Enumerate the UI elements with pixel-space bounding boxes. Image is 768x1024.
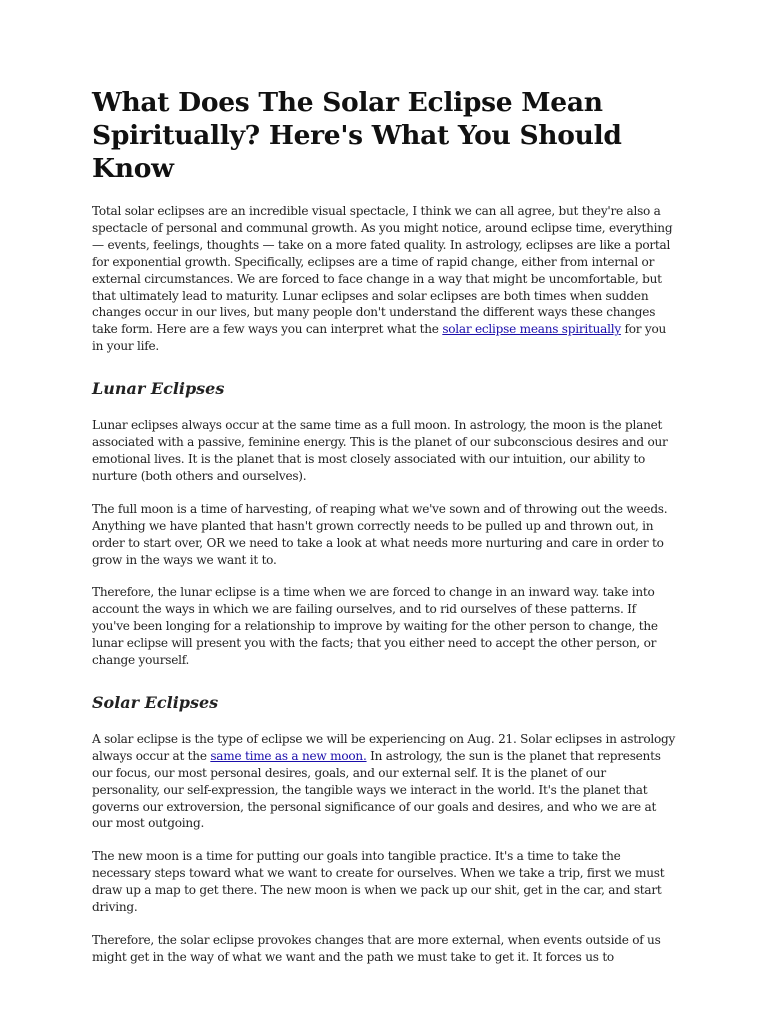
intro-paragraph [92, 203, 676, 355]
article-title: What Does The Solar Eclipse Mean Spiritually? Here's What You Should Know [92, 87, 622, 184]
article [92, 86, 676, 982]
new-moon-link[interactable]: same time as a new moon. [210, 748, 367, 763]
solar-paragraph-2: The new moon is a time for putting our goals into tangible practice. It's a time to take the necessary steps toward what we want to create for ourselves. When we take a trip, first we must draw up a map to get there. The new moon is when we pack up our shit, get in the car, and start driving. [92, 849, 665, 915]
solar-eclipse-spiritual-link[interactable]: solar eclipse means spiritually [442, 322, 621, 337]
intro-text: Total solar eclipses are an incredible visual spectacle, I think we can all agree, but they're also a spectacle of personal and communal growth. As you might notice, around eclipse time, everything — events, feelings, thoughts — take on a more fated quality. In astrology, eclipses are like a portal for exponential growth. Specifically, eclipses are a time of rapid change, either from internal or external circumstances. We are forced to face change in a way that might be uncomfortable, but that ultimately lead to maturity. Lunar eclipses and solar eclipses are both times when sudden changes occur in our lives, but many people don't understand the different ways these changes take form. Here are a few ways you can interpret what the [92, 204, 673, 337]
solar-paragraph-1 [92, 731, 676, 832]
solar-eclipses-heading: Solar Eclipses [92, 692, 219, 712]
solar-p1-text: A solar eclipse is the type of eclipse we will be experiencing on Aug. 21. Solar eclipses in astrology always occur at the [92, 731, 676, 763]
solar-p1-text-end: In astrology, the sun is the planet that represents our focus, our most personal desires, goals, and our external self. It is the planet of our personality, our self-expression, the tangible ways we interact in the world. It's the planet that governs our extroversion, the personal significance of our goals and desires, and who we are at our most outgoing. [92, 748, 661, 831]
lunar-paragraph-2: The full moon is a time of harvesting, of reaping what we've sown and of throwing out the weeds. Anything we have planted that hasn't grown correctly needs to be pulled up and thrown out, in order to start over, OR we need to take a look at what needs more nurturing and care in order to grow in the ways we want it to. [92, 501, 668, 567]
solar-paragraph-3: Therefore, the solar eclipse provokes changes that are more external, when events outside of us might get in the way of what we want and the path we must take to get it. It forces us to [92, 933, 661, 964]
lunar-paragraph-1: Lunar eclipses always occur at the same time as a full moon. In astrology, the moon is the planet associated with a passive, feminine energy. This is the planet of our subconscious desires and our emotional lives. It is the planet that is most closely associated with our intuition, our ability to nurture (both others and ourselves). [92, 418, 668, 483]
lunar-eclipses-heading: Lunar Eclipses [92, 379, 225, 399]
intro-text-end: for you in your life. [92, 322, 667, 354]
lunar-paragraph-3: Therefore, the lunar eclipse is a time when we are forced to change in an inward way. take into account the ways in which we are failing ourselves, and to rid ourselves of these patterns. If you've been longing for a relationship to improve by waiting for the other person to change, the lunar eclipse will present you with the facts; that you either need to accept the other person, or change yourself. [92, 585, 658, 668]
